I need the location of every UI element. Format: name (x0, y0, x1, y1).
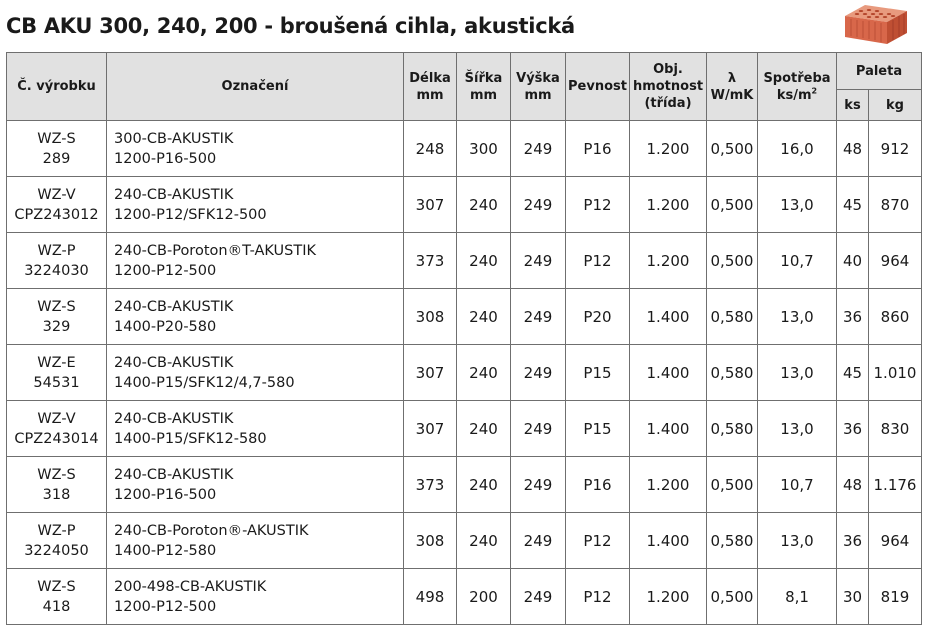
length-cell: 248 (404, 121, 457, 177)
consumption-cell: 16,0 (758, 121, 837, 177)
lambda-cell: 0,500 (707, 121, 758, 177)
consumption-cell: 8,1 (758, 569, 837, 625)
designation-cell: 200-498-CB-AKUSTIK 1200-P12-500 (107, 569, 404, 625)
lambda-cell: 0,580 (707, 513, 758, 569)
width-cell: 240 (457, 233, 511, 289)
page-title: CB AKU 300, 240, 200 - broušená cihla, akustická (6, 14, 575, 38)
header-lambda: λ W/mK (707, 53, 758, 121)
table-row (7, 457, 922, 513)
table-row (7, 569, 922, 625)
length-cell: 373 (404, 457, 457, 513)
lambda-cell: 0,500 (707, 457, 758, 513)
product-number-cell: WZ-S 418 (7, 569, 107, 625)
designation-cell: 240-CB-AKUSTIK 1200-P12/SFK12-500 (107, 177, 404, 233)
height-cell: 249 (511, 233, 566, 289)
designation-cell: 240-CB-AKUSTIK 1400-P15/SFK12-580 (107, 401, 404, 457)
designation-cell: 240-CB-Poroton®-AKUSTIK 1400-P12-580 (107, 513, 404, 569)
pallet-kg-cell: 1.010 (869, 345, 922, 401)
consumption-cell: 10,7 (758, 457, 837, 513)
width-cell: 200 (457, 569, 511, 625)
lambda-cell: 0,580 (707, 289, 758, 345)
header-width: Šířka mm (457, 53, 511, 121)
height-cell: 249 (511, 121, 566, 177)
brick-icon (843, 2, 909, 46)
density-cell: 1.200 (630, 457, 707, 513)
lambda-cell: 0,500 (707, 177, 758, 233)
lambda-cell: 0,500 (707, 233, 758, 289)
density-cell: 1.200 (630, 569, 707, 625)
width-cell: 300 (457, 121, 511, 177)
header-length: Délka mm (404, 53, 457, 121)
designation-cell: 300-CB-AKUSTIK 1200-P16-500 (107, 121, 404, 177)
consumption-cell: 13,0 (758, 289, 837, 345)
height-cell: 249 (511, 569, 566, 625)
header-pallet-pcs: ks (837, 90, 869, 121)
density-cell: 1.200 (630, 233, 707, 289)
pallet-kg-cell: 1.176 (869, 457, 922, 513)
length-cell: 308 (404, 289, 457, 345)
consumption-cell: 13,0 (758, 177, 837, 233)
table-row (7, 289, 922, 345)
consumption-cell: 10,7 (758, 233, 837, 289)
pallet-kg-cell: 964 (869, 233, 922, 289)
strength-cell: P20 (566, 289, 630, 345)
density-cell: 1.400 (630, 401, 707, 457)
length-cell: 498 (404, 569, 457, 625)
consumption-cell: 13,0 (758, 401, 837, 457)
height-cell: 249 (511, 177, 566, 233)
header-product-no: Č. výrobku (7, 53, 107, 121)
pallet-pcs-cell: 40 (837, 233, 869, 289)
pallet-kg-cell: 860 (869, 289, 922, 345)
height-cell: 249 (511, 289, 566, 345)
designation-cell: 240-CB-AKUSTIK 1200-P16-500 (107, 457, 404, 513)
width-cell: 240 (457, 457, 511, 513)
header-strength: Pevnost (566, 53, 630, 121)
product-table (6, 52, 922, 625)
pallet-kg-cell: 819 (869, 569, 922, 625)
header-pallet-kg: kg (869, 90, 922, 121)
pallet-pcs-cell: 36 (837, 289, 869, 345)
strength-cell: P12 (566, 233, 630, 289)
header-pallet: Paleta (837, 53, 922, 90)
density-cell: 1.400 (630, 345, 707, 401)
table-row (7, 121, 922, 177)
strength-cell: P12 (566, 513, 630, 569)
table-row (7, 177, 922, 233)
density-cell: 1.200 (630, 177, 707, 233)
width-cell: 240 (457, 345, 511, 401)
pallet-kg-cell: 912 (869, 121, 922, 177)
pallet-pcs-cell: 30 (837, 569, 869, 625)
length-cell: 307 (404, 345, 457, 401)
density-cell: 1.400 (630, 289, 707, 345)
table-row (7, 345, 922, 401)
pallet-kg-cell: 830 (869, 401, 922, 457)
width-cell: 240 (457, 289, 511, 345)
product-number-cell: WZ-V CPZ243012 (7, 177, 107, 233)
height-cell: 249 (511, 457, 566, 513)
pallet-pcs-cell: 36 (837, 513, 869, 569)
header-density: Obj. hmotnost (třída) (630, 53, 707, 121)
height-cell: 249 (511, 513, 566, 569)
product-number-cell: WZ-S 318 (7, 457, 107, 513)
table-row (7, 233, 922, 289)
lambda-cell: 0,580 (707, 401, 758, 457)
height-cell: 249 (511, 401, 566, 457)
table-row (7, 513, 922, 569)
consumption-cell: 13,0 (758, 345, 837, 401)
pallet-pcs-cell: 48 (837, 457, 869, 513)
strength-cell: P12 (566, 569, 630, 625)
width-cell: 240 (457, 177, 511, 233)
strength-cell: P15 (566, 401, 630, 457)
pallet-pcs-cell: 36 (837, 401, 869, 457)
product-number-cell: WZ-P 3224030 (7, 233, 107, 289)
density-cell: 1.200 (630, 121, 707, 177)
product-number-cell: WZ-S 329 (7, 289, 107, 345)
header-consumption: Spotřeba $ks/m^2$ (758, 53, 837, 121)
pallet-pcs-cell: 48 (837, 121, 869, 177)
table-row (7, 401, 922, 457)
product-number-cell: WZ-E 54531 (7, 345, 107, 401)
strength-cell: P15 (566, 345, 630, 401)
density-cell: 1.400 (630, 513, 707, 569)
lambda-cell: 0,580 (707, 345, 758, 401)
strength-cell: P16 (566, 457, 630, 513)
height-cell: 249 (511, 345, 566, 401)
header-designation: Označení (107, 53, 404, 121)
length-cell: 308 (404, 513, 457, 569)
length-cell: 307 (404, 177, 457, 233)
width-cell: 240 (457, 401, 511, 457)
consumption-cell: 13,0 (758, 513, 837, 569)
pallet-pcs-cell: 45 (837, 345, 869, 401)
header-height: Výška mm (511, 53, 566, 121)
product-number-cell: WZ-P 3224050 (7, 513, 107, 569)
length-cell: 373 (404, 233, 457, 289)
strength-cell: P16 (566, 121, 630, 177)
pallet-kg-cell: 870 (869, 177, 922, 233)
lambda-cell: 0,500 (707, 569, 758, 625)
designation-cell: 240-CB-Poroton®T-AKUSTIK 1200-P12-500 (107, 233, 404, 289)
product-number-cell: WZ-S 289 (7, 121, 107, 177)
strength-cell: P12 (566, 177, 630, 233)
length-cell: 307 (404, 401, 457, 457)
width-cell: 240 (457, 513, 511, 569)
designation-cell: 240-CB-AKUSTIK 1400-P20-580 (107, 289, 404, 345)
pallet-pcs-cell: 45 (837, 177, 869, 233)
pallet-kg-cell: 964 (869, 513, 922, 569)
product-number-cell: WZ-V CPZ243014 (7, 401, 107, 457)
designation-cell: 240-CB-AKUSTIK 1400-P15/SFK12/4,7-580 (107, 345, 404, 401)
